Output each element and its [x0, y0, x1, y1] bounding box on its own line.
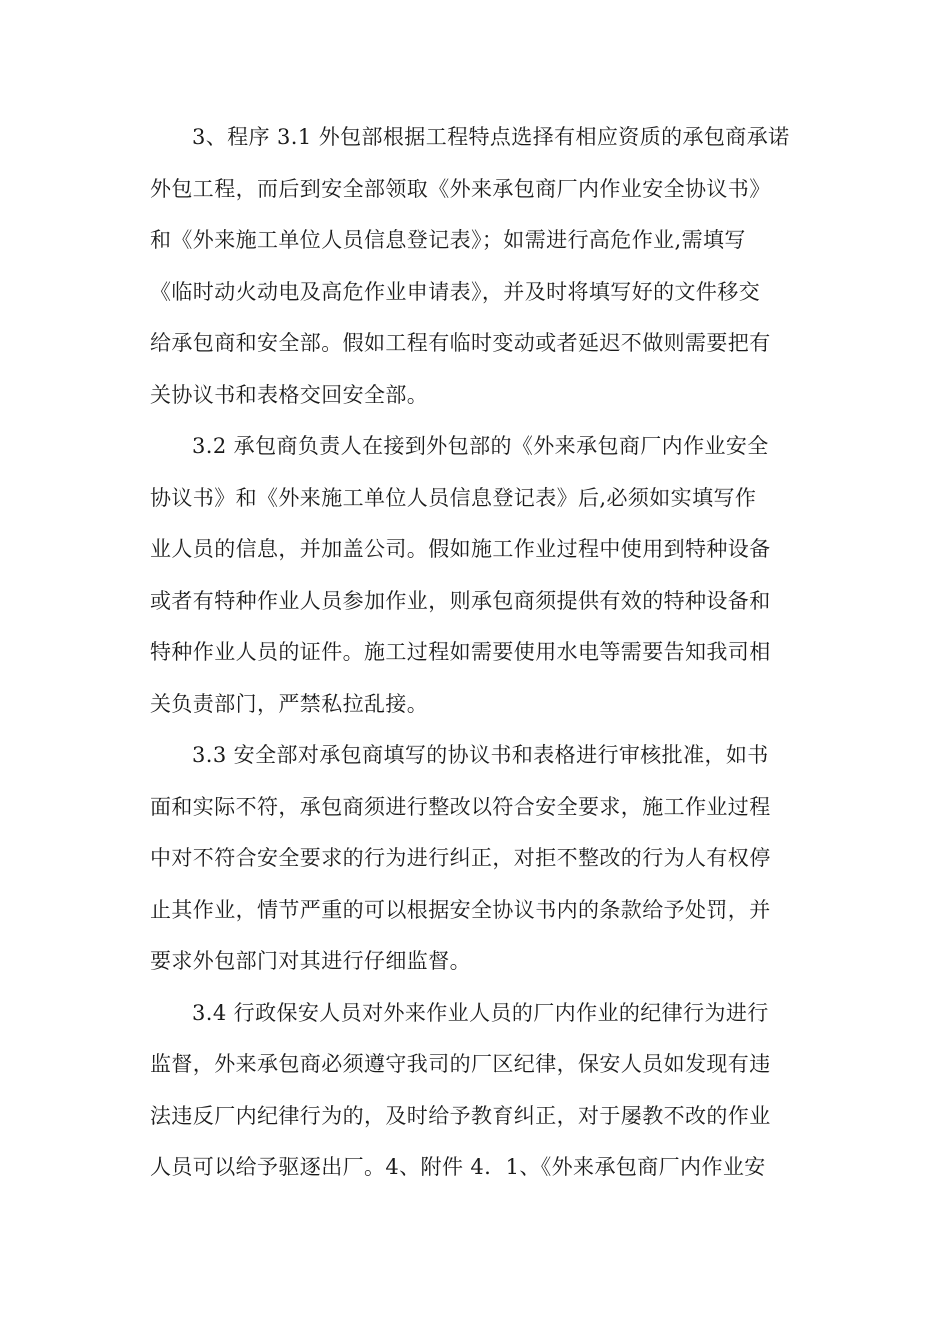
text-line: 外包工程，而后到安全部领取《外来承包商厂内作业安全协议书》 [150, 176, 771, 201]
text-line: 业人员的信息，并加盖公司。假如施工作业过程中使用到特种设备 [150, 537, 771, 561]
text-line: 《临时动火动电及高危作业申请表》，并及时将填写好的文件移交 [150, 279, 761, 304]
text-line: 关负责部门，严禁私拉乱接。 [150, 691, 429, 716]
text-line: 和《外来施工单位人员信息登记表》；如需进行高危作业,需填写 [150, 228, 746, 252]
text-line: 人员可以给予驱逐出厂。4、附件 4．1、《外来承包商厂内作业安 [150, 1155, 766, 1179]
text-line: 中对不符合安全要求的行为进行纠正，对拒不整改的行为人有权停 [150, 846, 771, 870]
text-line: 3.2 承包商负责人在接到外包部的《外来承包商厂内作业安全 [192, 434, 769, 458]
text-line: 给承包商和安全部。假如工程有临时变动或者延迟不做则需要把有 [150, 331, 771, 355]
text-line: 止其作业，情节严重的可以根据安全协议书内的条款给予处罚，并 [150, 897, 771, 922]
text-line: 3.3 安全部对承包商填写的协议书和表格进行审核批准，如书 [192, 743, 769, 767]
text-line: 协议书》和《外来施工单位人员信息登记表》后,必须如实填写作 [150, 485, 757, 510]
text-line: 面和实际不符，承包商须进行整改以符合安全要求，施工作业过程 [150, 794, 771, 819]
text-line: 3、程序 3.1 外包部根据工程特点选择有相应资质的承包商承诺 [192, 125, 790, 149]
text-line: 法违反厂内纪律行为的，及时给予教育纠正，对于屡教不改的作业 [150, 1103, 771, 1128]
text-line: 3.4 行政保安人员对外来作业人员的厂内作业的纪律行为进行 [192, 1000, 769, 1025]
text-line: 监督，外来承包商必须遵守我司的厂区纪律，保安人员如发现有违 [150, 1052, 771, 1076]
text-line: 或者有特种作业人员参加作业，则承包商须提供有效的特种设备和 [150, 588, 771, 613]
document-body [150, 112, 810, 1194]
text-line: 关协议书和表格交回安全部。 [150, 382, 429, 407]
text-line: 要求外包部门对其进行仔细监督。 [150, 949, 471, 973]
text-line: 特种作业人员的证件。施工过程如需要使用水电等需要告知我司相 [150, 640, 771, 664]
